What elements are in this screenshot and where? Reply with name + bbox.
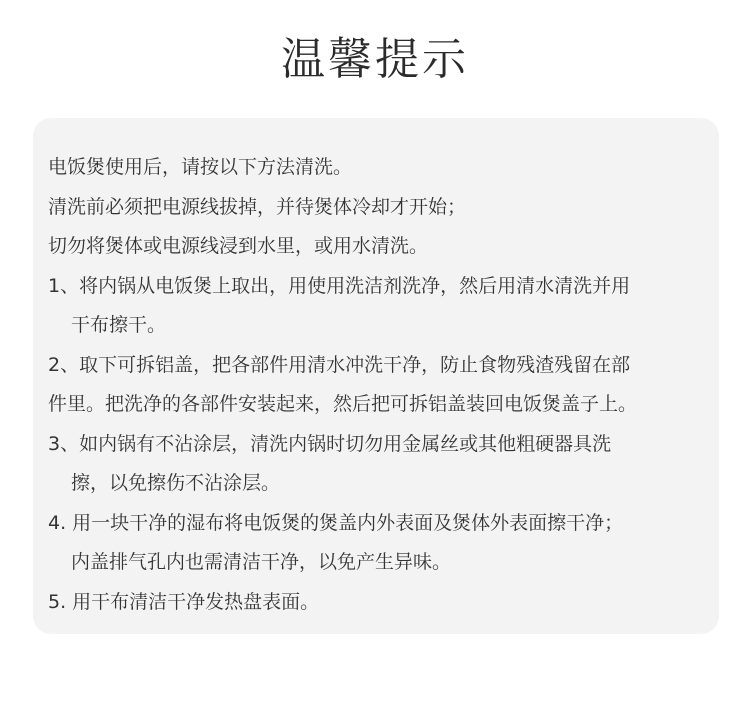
- tip-item-4-continued: 内盖排气孔内也需清洁干净，以免产生异味。: [71, 551, 452, 573]
- tip-item-1-continued: 干布擦干。: [71, 314, 167, 336]
- tips-text-block: [48, 148, 720, 622]
- tip-line-intro: 电饭煲使用后，请按以下方法清洗。: [48, 156, 353, 178]
- tip-line-unplug: 清洗前必须把电源线拔掉，并待煲体冷却才开始；: [48, 195, 467, 218]
- page-title: 温馨提示: [281, 34, 469, 85]
- tip-item-1: 1、将内锅从电饭煲上取出，用使用洗洁剂洗净，然后用清水清洗并用: [48, 274, 631, 297]
- tip-item-3-continued: 擦，以免擦伤不沾涂层。: [71, 472, 281, 494]
- tip-item-2-continued: 件里。把洗净的各部件安装起来，然后把可拆铝盖装回电饭煲盖子上。: [48, 393, 638, 415]
- tip-item-3: 3、如内锅有不沾涂层，清洗内锅时切勿用金属丝或其他粗硬器具洗: [48, 432, 612, 455]
- tip-item-4: 4. 用一块干净的湿布将电饭煲的煲盖内外表面及煲体外表面擦干净；: [48, 511, 624, 534]
- tip-item-2: 2、取下可拆铝盖，把各部件用清水冲洗干净，防止食物残渣残留在部: [48, 353, 631, 376]
- tip-item-5: 5. 用干布清洁干净发热盘表面。: [48, 590, 320, 613]
- tip-line-no-water: 切勿将煲体或电源线浸到水里，或用水清洗。: [48, 235, 429, 257]
